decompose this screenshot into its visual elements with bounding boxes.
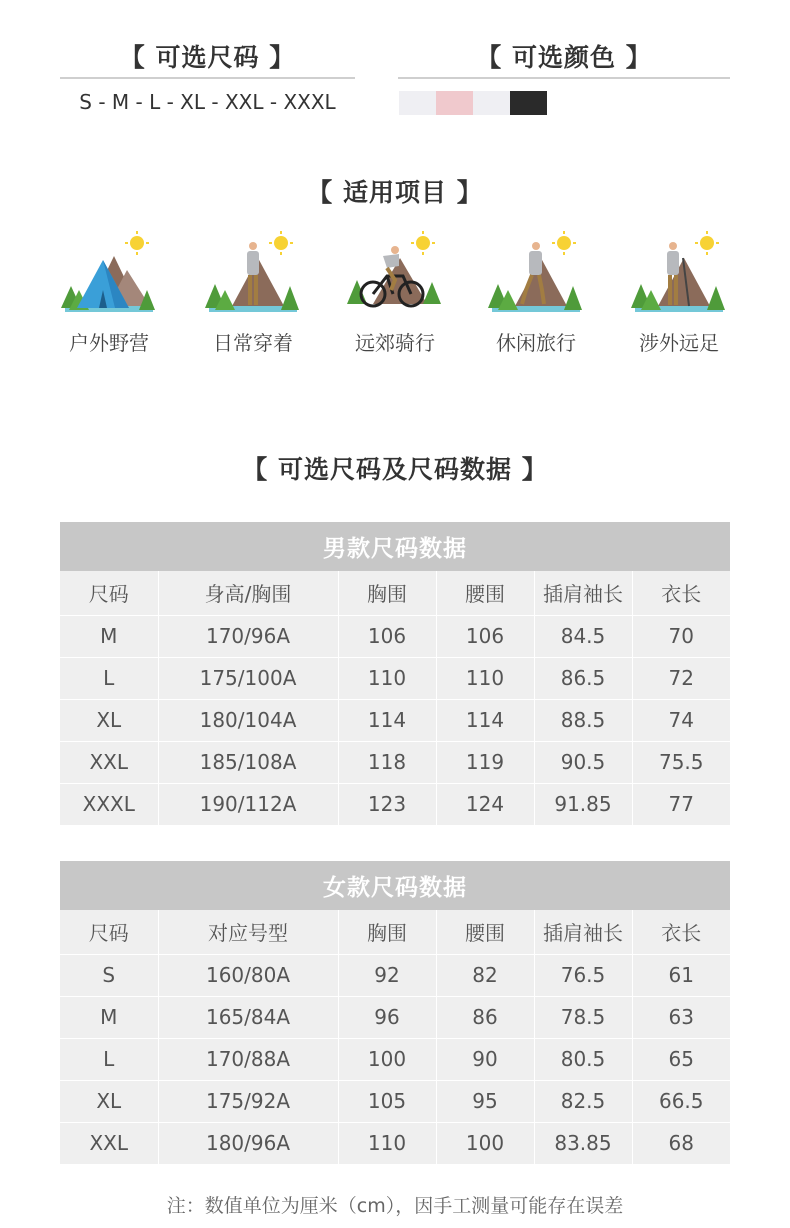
men-header-cell: 身高/胸围 [158,571,338,615]
trekking-icon [629,228,729,322]
table-row [60,783,730,825]
men-header-cell: 插肩袖长 [534,571,632,615]
table-cell: 175/100A [158,657,338,699]
table-cell: 110 [338,657,436,699]
table-cell: 165/84A [158,996,338,1038]
table-cell: 170/96A [158,615,338,657]
table-cell: 190/112A [158,783,338,825]
table-cell: 84.5 [534,615,632,657]
table-row [60,954,730,996]
use-item-camping [54,228,164,356]
table-cell: 90 [436,1038,534,1080]
sizes-title: 【 可选尺码 】 [119,43,296,72]
table-cell: 92 [338,954,436,996]
table-cell: 123 [338,783,436,825]
table-cell: 106 [338,615,436,657]
women-size-table [60,861,730,1165]
table-cell: 76.5 [534,954,632,996]
table-cell: 61 [632,954,730,996]
size-tables-title: 【 可选尺码及尺码数据 】 [242,455,548,484]
color-swatch-light-gray[interactable] [399,91,436,115]
use-item-cycling [340,228,450,356]
men-header-cell: 尺码 [60,571,158,615]
table-cell: 83.85 [534,1122,632,1164]
table-cell: 82 [436,954,534,996]
table-cell: 77 [632,783,730,825]
women-header-cell: 腰围 [436,910,534,954]
measurement-note: 注：数值单位为厘米（cm），因手工测量可能存在误差 [166,1195,624,1217]
table-cell: 90.5 [534,741,632,783]
men-size-table [60,522,730,826]
table-cell: XXL [60,741,158,783]
table-cell: 124 [436,783,534,825]
colors-divider [398,77,730,79]
table-cell: XXXL [60,783,158,825]
table-cell: 114 [436,699,534,741]
table-row [60,615,730,657]
table-row [60,657,730,699]
table-cell: S [60,954,158,996]
table-cell: 88.5 [534,699,632,741]
table-cell: 68 [632,1122,730,1164]
men-header-cell: 腰围 [436,571,534,615]
daily-wear-icon [203,228,303,322]
table-cell: 110 [338,1122,436,1164]
table-row [60,1122,730,1164]
uses-title: 【 适用项目 】 [307,178,483,207]
use-item-travel [481,228,591,356]
table-cell: 114 [338,699,436,741]
color-swatch-black[interactable] [510,91,547,115]
table-cell: L [60,657,158,699]
table-row [60,996,730,1038]
women-header-cell: 对应号型 [158,910,338,954]
table-cell: 66.5 [632,1080,730,1122]
table-cell: L [60,1038,158,1080]
table-cell: 100 [436,1122,534,1164]
table-cell: 86.5 [534,657,632,699]
table-cell: M [60,615,158,657]
table-cell: M [60,996,158,1038]
table-row [60,699,730,741]
table-cell: 180/96A [158,1122,338,1164]
table-cell: 175/92A [158,1080,338,1122]
table-cell: 78.5 [534,996,632,1038]
table-cell: XL [60,699,158,741]
women-header-cell: 胸围 [338,910,436,954]
use-label-camping: 户外野营 [69,331,149,355]
table-cell: 105 [338,1080,436,1122]
table-cell: 80.5 [534,1038,632,1080]
men-table-title: 男款尺码数据 [60,522,730,571]
table-cell: 106 [436,615,534,657]
sizes-list: S - M - L - XL - XXL - XXXL [79,90,336,114]
table-cell: XXL [60,1122,158,1164]
table-cell: 70 [632,615,730,657]
camping-tent-icon [59,228,159,322]
hiking-travel-icon [486,228,586,322]
use-label-travel: 休闲旅行 [496,331,576,355]
table-cell: 110 [436,657,534,699]
table-cell: 119 [436,741,534,783]
table-cell: 100 [338,1038,436,1080]
table-cell: 86 [436,996,534,1038]
women-header-cell: 尺码 [60,910,158,954]
use-label-trekking: 涉外远足 [639,331,719,355]
colors-title: 【 可选颜色 】 [476,43,652,72]
women-header-cell: 插肩袖长 [534,910,632,954]
table-cell: 96 [338,996,436,1038]
table-row [60,1080,730,1122]
cycling-icon [345,228,445,322]
table-cell: 91.85 [534,783,632,825]
table-cell: 118 [338,741,436,783]
sizes-divider [60,77,355,79]
women-header-cell: 衣长 [632,910,730,954]
use-label-daily: 日常穿着 [213,331,293,355]
table-cell: 160/80A [158,954,338,996]
use-item-trekking [624,228,734,356]
table-cell: 180/104A [158,699,338,741]
table-cell: 72 [632,657,730,699]
table-cell: 65 [632,1038,730,1080]
table-cell: 82.5 [534,1080,632,1122]
color-swatch-pink[interactable] [436,91,473,115]
men-header-cell: 胸围 [338,571,436,615]
use-label-cycling: 远郊骑行 [355,331,435,355]
table-cell: 185/108A [158,741,338,783]
table-cell: XL [60,1080,158,1122]
use-item-daily [198,228,308,356]
table-row [60,741,730,783]
table-cell: 170/88A [158,1038,338,1080]
table-row [60,1038,730,1080]
color-swatch-light-gray-2[interactable] [473,91,510,115]
women-table-title: 女款尺码数据 [60,861,730,910]
table-cell: 74 [632,699,730,741]
table-cell: 95 [436,1080,534,1122]
men-header-cell: 衣长 [632,571,730,615]
table-cell: 75.5 [632,741,730,783]
table-cell: 63 [632,996,730,1038]
